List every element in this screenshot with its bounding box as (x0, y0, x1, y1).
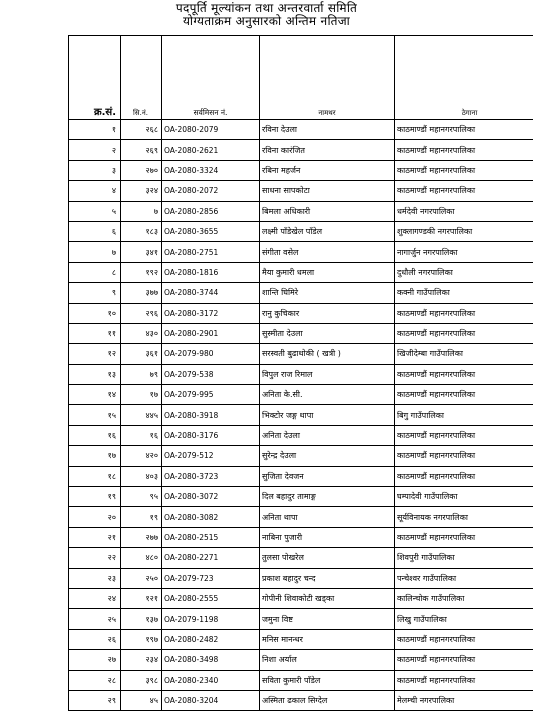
column-header-serial: क्र.सं. (69, 36, 121, 120)
cell-name: संगीता वसेल (260, 242, 395, 262)
cell-roll: ४४५ (121, 405, 162, 425)
cell-application-no: OA-2080-2072 (162, 181, 260, 201)
cell-roll: ९५ (121, 487, 162, 507)
cell-roll: ३२४ (121, 181, 162, 201)
cell-serial: ९ (69, 283, 121, 303)
cell-roll: २६९ (121, 140, 162, 160)
table-row (69, 181, 533, 201)
cell-application-no: OA-2079-995 (162, 385, 260, 405)
cell-address: काठमाण्डौं महानगरपालिका (395, 160, 533, 180)
cell-name: गोपीनी शिवाकोटी खड्का (260, 588, 395, 608)
cell-address: धर्मदेवी नगरपालिका (395, 201, 533, 221)
cell-serial: २९ (69, 690, 121, 710)
cell-address: काठमाण्डौं महानगरपालिका (395, 629, 533, 649)
cell-name: रानु कुचिकार (260, 303, 395, 323)
cell-roll: ७९ (121, 364, 162, 384)
cell-address: शिवपुरी गाउँपालिका (395, 548, 533, 568)
cell-serial: २६ (69, 629, 121, 649)
table-row (69, 303, 533, 323)
cell-name: नाबिना पुजारी (260, 527, 395, 547)
cell-roll: १९ (121, 507, 162, 527)
table-row (69, 425, 533, 445)
cell-application-no: OA-2080-2621 (162, 140, 260, 160)
cell-address: कक्नी गाउँपालिका (395, 283, 533, 303)
cell-serial: १६ (69, 425, 121, 445)
table-body (69, 120, 533, 711)
table-row (69, 650, 533, 670)
cell-application-no: OA-2080-3176 (162, 425, 260, 445)
cell-name: बिमला अधिकारी (260, 201, 395, 221)
table-row (69, 344, 533, 364)
cell-roll: ३६१ (121, 344, 162, 364)
cell-name: निशा अर्याल (260, 650, 395, 670)
cell-serial: १२ (69, 344, 121, 364)
cell-name: सरस्वती बुढाथोकी ( खत्री ) (260, 344, 395, 364)
cell-application-no: OA-2080-3204 (162, 690, 260, 710)
cell-application-no: OA-2079-538 (162, 364, 260, 384)
cell-address: काठमाण्डौं महानगरपालिका (395, 181, 533, 201)
cell-roll: १६ (121, 425, 162, 445)
cell-serial: २७ (69, 650, 121, 670)
cell-name: अनिता थापा (260, 507, 395, 527)
table-row (69, 140, 533, 160)
cell-application-no: OA-2080-3082 (162, 507, 260, 527)
table-row (69, 527, 533, 547)
cell-application-no: OA-2080-3324 (162, 160, 260, 180)
document-subtitle: योग्यताक्रम अनुसारको अन्तिम नतिजा (182, 14, 351, 28)
table-row (69, 364, 533, 384)
cell-application-no: OA-2080-2340 (162, 670, 260, 690)
cell-serial: १७ (69, 446, 121, 466)
cell-roll: १९७ (121, 629, 162, 649)
document-title: पदपूर्ति मूल्यांकन तथा अन्तरवार्ता समिति (175, 1, 358, 15)
table-row (69, 629, 533, 649)
table-row (69, 120, 533, 140)
cell-name: विपुल राज रिमाल (260, 364, 395, 384)
cell-serial: १० (69, 303, 121, 323)
cell-application-no: OA-2079-512 (162, 446, 260, 466)
table-row (69, 160, 533, 180)
cell-serial: २४ (69, 588, 121, 608)
cell-roll: ३४१ (121, 242, 162, 262)
cell-address: काठमाण्डौं महानगरपालिका (395, 650, 533, 670)
table-row (69, 670, 533, 690)
cell-roll: १८३ (121, 221, 162, 241)
column-header-address: ठेगाना (395, 36, 533, 120)
cell-name: दिल बहादुर तामाङ्ग (260, 487, 395, 507)
table-row (69, 568, 533, 588)
cell-serial: ५ (69, 201, 121, 221)
cell-application-no: OA-2080-2856 (162, 201, 260, 221)
cell-roll: १२१ (121, 588, 162, 608)
table-row (69, 690, 533, 710)
cell-serial: ७ (69, 242, 121, 262)
cell-roll: ७ (121, 201, 162, 221)
cell-serial: २२ (69, 548, 121, 568)
cell-name: साधना सापकोटा (260, 181, 395, 201)
cell-address: पन्चेश्वर गाउँपालिका (395, 568, 533, 588)
cell-roll: १७ (121, 385, 162, 405)
cell-address: काठमाण्डौं महानगरपालिका (395, 425, 533, 445)
table-row (69, 201, 533, 221)
cell-name: जमुना विष्ट (260, 609, 395, 629)
cell-roll: ३९८ (121, 670, 162, 690)
cell-serial: १८ (69, 466, 121, 486)
cell-name: लक्ष्मी पाँडेखेल पाँडेल (260, 221, 395, 241)
cell-serial: २३ (69, 568, 121, 588)
cell-address: लिखु गाउँपालिका (395, 609, 533, 629)
table-row (69, 446, 533, 466)
cell-application-no: OA-2080-1816 (162, 262, 260, 282)
cell-roll: २७० (121, 160, 162, 180)
cell-serial: २५ (69, 609, 121, 629)
cell-address: काठमाण्डौं महानगरपालिका (395, 120, 533, 140)
cell-application-no: OA-2080-2271 (162, 548, 260, 568)
cell-serial: १५ (69, 405, 121, 425)
table-row (69, 588, 533, 608)
cell-address: सूर्यविनायक नगरपालिका (395, 507, 533, 527)
cell-roll: ४५ (121, 690, 162, 710)
results-table (68, 35, 533, 711)
cell-name: सुरेन्द्र देउला (260, 446, 395, 466)
cell-application-no: OA-2080-3172 (162, 303, 260, 323)
cell-application-no: OA-2080-3072 (162, 487, 260, 507)
cell-name: अस्मिता ढकाल सिग्देल (260, 690, 395, 710)
cell-serial: २० (69, 507, 121, 527)
cell-application-no: OA-2080-2555 (162, 588, 260, 608)
cell-name: रविना देउला (260, 120, 395, 140)
table-row (69, 242, 533, 262)
cell-name: शान्ति घिमिरे (260, 283, 395, 303)
cell-roll: २७७ (121, 527, 162, 547)
cell-address: काठमाण्डौं महानगरपालिका (395, 446, 533, 466)
cell-name: रविना कारंजित (260, 140, 395, 160)
cell-address: दुधौली नगरपालिका (395, 262, 533, 282)
cell-address: काठमाण्डौं महानगरपालिका (395, 385, 533, 405)
cell-serial: ४ (69, 181, 121, 201)
cell-application-no: OA-2080-3918 (162, 405, 260, 425)
cell-name: प्रकाश बहादुर चन्द (260, 568, 395, 588)
cell-address: मेलम्ची नगरपालिका (395, 690, 533, 710)
table-row (69, 466, 533, 486)
cell-roll: ४३० (121, 323, 162, 343)
cell-address: काठमाण्डौं महानगरपालिका (395, 466, 533, 486)
cell-application-no: OA-2079-1198 (162, 609, 260, 629)
table-row (69, 507, 533, 527)
cell-application-no: OA-2079-723 (162, 568, 260, 588)
cell-address: काठमाण्डौं महानगरपालिका (395, 670, 533, 690)
table-row (69, 609, 533, 629)
cell-roll: ३७७ (121, 283, 162, 303)
cell-application-no: OA-2080-2079 (162, 120, 260, 140)
table-row (69, 405, 533, 425)
cell-application-no: OA-2080-2482 (162, 629, 260, 649)
cell-address: शुक्लागण्डकी नगरपालिका (395, 221, 533, 241)
cell-application-no: OA-2080-3744 (162, 283, 260, 303)
cell-roll: २३४ (121, 650, 162, 670)
cell-address: काठमाण्डौं महानगरपालिका (395, 303, 533, 323)
cell-name: अनिता के.सी. (260, 385, 395, 405)
cell-roll: ४८० (121, 548, 162, 568)
table-row (69, 323, 533, 343)
column-header-roll: सि.नं. (121, 36, 162, 120)
cell-address: बिगु गाउँपालिका (395, 405, 533, 425)
table-header-row (69, 36, 533, 120)
cell-serial: ११ (69, 323, 121, 343)
column-header-application-no: सर्वमिसन नं. (162, 36, 260, 120)
cell-serial: ३ (69, 160, 121, 180)
cell-name: मनिस मानन्धर (260, 629, 395, 649)
cell-roll: ४२० (121, 446, 162, 466)
cell-name: सुस्मीता देउला (260, 323, 395, 343)
table-row (69, 548, 533, 568)
cell-name: मैया कुमारी धमला (260, 262, 395, 282)
cell-serial: २ (69, 140, 121, 160)
cell-serial: ६ (69, 221, 121, 241)
cell-application-no: OA-2080-3655 (162, 221, 260, 241)
cell-name: सुजिता देवजन (260, 466, 395, 486)
cell-roll: २६८ (121, 120, 162, 140)
cell-roll: ४०३ (121, 466, 162, 486)
cell-application-no: OA-2080-2901 (162, 323, 260, 343)
cell-name: सविता कुमारी पाँडेल (260, 670, 395, 690)
cell-application-no: OA-2079-980 (162, 344, 260, 364)
cell-address: काठमाण्डौं महानगरपालिका (395, 140, 533, 160)
cell-name: तुलसा पोखरेल (260, 548, 395, 568)
cell-application-no: OA-2080-2515 (162, 527, 260, 547)
cell-application-no: OA-2080-3498 (162, 650, 260, 670)
column-header-name: नामथर (260, 36, 395, 120)
cell-serial: १४ (69, 385, 121, 405)
table-row (69, 385, 533, 405)
cell-address: नागार्जुन नगरपालिका (395, 242, 533, 262)
cell-serial: ८ (69, 262, 121, 282)
cell-name: भिक्टोर जङ्ग थापा (260, 405, 395, 425)
table-row (69, 262, 533, 282)
cell-serial: १९ (69, 487, 121, 507)
cell-serial: २१ (69, 527, 121, 547)
cell-name: अनिता देउला (260, 425, 395, 445)
cell-roll: १९२ (121, 262, 162, 282)
cell-serial: १३ (69, 364, 121, 384)
cell-address: काठमाण्डौं महानगरपालिका (395, 323, 533, 343)
cell-roll: २९६ (121, 303, 162, 323)
cell-roll: २५० (121, 568, 162, 588)
cell-name: रबिना महर्जन (260, 160, 395, 180)
table-row (69, 487, 533, 507)
cell-address: काठमाण्डौं महानगरपालिका (395, 527, 533, 547)
cell-address: खिजीदेम्बा गाउँपालिका (395, 344, 533, 364)
cell-roll: १३७ (121, 609, 162, 629)
cell-application-no: OA-2080-3723 (162, 466, 260, 486)
cell-serial: २८ (69, 670, 121, 690)
table-row (69, 221, 533, 241)
cell-address: घम्पादेवी गाउँपालिका (395, 487, 533, 507)
table-row (69, 283, 533, 303)
cell-address: काठमाण्डौं महानगरपालिका (395, 364, 533, 384)
cell-address: कालिन्चोक गाउँपालिका (395, 588, 533, 608)
cell-serial: १ (69, 120, 121, 140)
cell-application-no: OA-2080-2751 (162, 242, 260, 262)
